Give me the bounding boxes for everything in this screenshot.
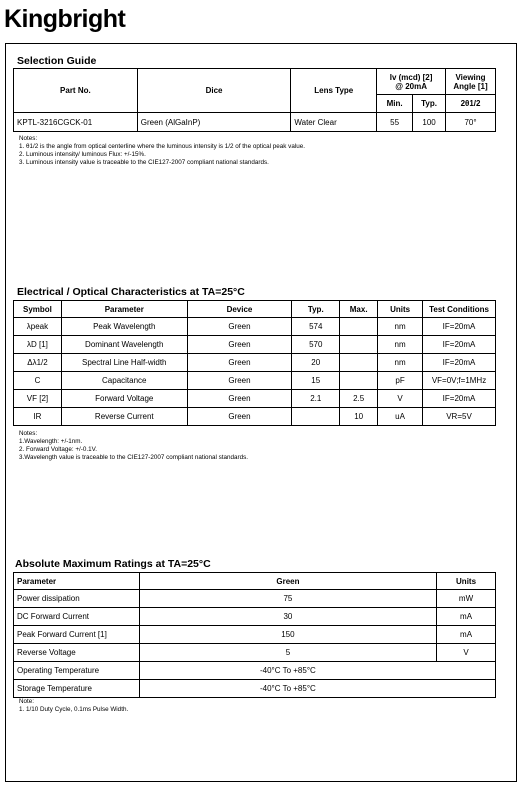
cell-parameter: Peak Wavelength bbox=[61, 318, 187, 336]
cell-parameter: Dominant Wavelength bbox=[61, 336, 187, 354]
cell-lens-type: Water Clear bbox=[291, 113, 377, 132]
header-part-no: Part No. bbox=[14, 69, 138, 113]
table-row bbox=[14, 372, 496, 390]
header-device: Device bbox=[187, 301, 292, 318]
cell-test-conditions: IF=20mA bbox=[423, 318, 496, 336]
table-row bbox=[14, 608, 496, 626]
header-iv bbox=[377, 69, 446, 95]
cell-max: 2.5 bbox=[340, 390, 378, 408]
table-row bbox=[14, 390, 496, 408]
note-line: 3. Luminous intensity value is traceable to the CIE127-2007 compliant national standards. bbox=[19, 159, 269, 166]
header-typ: Typ. bbox=[292, 301, 340, 318]
cell-typ: 2.1 bbox=[292, 390, 340, 408]
cell-device: Green bbox=[187, 318, 292, 336]
cell-units: nm bbox=[378, 336, 423, 354]
cell-typ: 20 bbox=[292, 354, 340, 372]
cell-value: 150 bbox=[139, 626, 436, 644]
note-line: 1.Wavelength: +/-1nm. bbox=[19, 438, 83, 445]
cell-min: 55 bbox=[377, 113, 413, 132]
cell-symbol: λD [1] bbox=[14, 336, 62, 354]
note-line: 1. 1/10 Duty Cycle, 0.1ms Pulse Width. bbox=[19, 706, 129, 713]
header-iv-line1: Iv (mcd) [2] bbox=[389, 72, 433, 82]
header-dice: Dice bbox=[137, 69, 291, 113]
cell-units: mA bbox=[437, 608, 496, 626]
header-min: Min. bbox=[377, 95, 413, 113]
header-viewing-angle bbox=[446, 69, 496, 95]
selection-guide-title: Selection Guide bbox=[17, 55, 97, 67]
note-line: Notes: bbox=[19, 135, 38, 142]
cell-symbol: λpeak bbox=[14, 318, 62, 336]
cell-symbol: IR bbox=[14, 408, 62, 426]
cell-max bbox=[340, 318, 378, 336]
header-iv-line2: @ 20mA bbox=[395, 81, 427, 91]
electrical-title: Electrical / Optical Characteristics at TA=25°C bbox=[17, 286, 245, 298]
header-typ: Typ. bbox=[413, 95, 446, 113]
brand-logo: Kingbright bbox=[4, 5, 126, 33]
cell-angle: 70° bbox=[446, 113, 496, 132]
cell-max bbox=[340, 336, 378, 354]
cell-test-conditions: IF=20mA bbox=[423, 336, 496, 354]
cell-device: Green bbox=[187, 336, 292, 354]
cell-typ bbox=[292, 408, 340, 426]
absolute-table bbox=[13, 572, 496, 698]
cell-max bbox=[340, 372, 378, 390]
cell-max bbox=[340, 354, 378, 372]
cell-test-conditions: IF=20mA bbox=[423, 390, 496, 408]
cell-value: -40°C To +85°C bbox=[139, 680, 495, 698]
cell-units: uA bbox=[378, 408, 423, 426]
cell-device: Green bbox=[187, 390, 292, 408]
table-row bbox=[14, 336, 496, 354]
cell-typ: 15 bbox=[292, 372, 340, 390]
cell-units: pF bbox=[378, 372, 423, 390]
cell-units: nm bbox=[378, 354, 423, 372]
note-line: Note: bbox=[19, 698, 35, 705]
table-row bbox=[14, 626, 496, 644]
cell-test-conditions: VF=0V;f=1MHz bbox=[423, 372, 496, 390]
header-max: Max. bbox=[340, 301, 378, 318]
table-row bbox=[14, 662, 496, 680]
cell-value: 5 bbox=[139, 644, 436, 662]
cell-device: Green bbox=[187, 408, 292, 426]
cell-symbol: Δλ1/2 bbox=[14, 354, 62, 372]
cell-parameter: Peak Forward Current [1] bbox=[14, 626, 140, 644]
header-units: Units bbox=[378, 301, 423, 318]
cell-value: 30 bbox=[139, 608, 436, 626]
cell-parameter: Reverse Current bbox=[61, 408, 187, 426]
cell-device: Green bbox=[187, 354, 292, 372]
table-row bbox=[14, 113, 496, 132]
absolute-title: Absolute Maximum Ratings at TA=25°C bbox=[15, 558, 211, 570]
absolute-notes bbox=[19, 698, 128, 714]
cell-typ: 100 bbox=[413, 113, 446, 132]
header-parameter: Parameter bbox=[61, 301, 187, 318]
cell-units: nm bbox=[378, 318, 423, 336]
header-green: Green bbox=[139, 573, 436, 590]
header-test-conditions: Test Conditions bbox=[423, 301, 496, 318]
note-line: 3.Wavelength value is traceable to the CIE127-2007 compliant national standards. bbox=[19, 454, 249, 461]
cell-test-conditions: VR=5V bbox=[423, 408, 496, 426]
cell-parameter: Reverse Voltage bbox=[14, 644, 140, 662]
note-line: 1. θ1/2 is the angle from optical centerline where the luminous intensity is 1/2 of the optical peak value. bbox=[19, 143, 305, 150]
cell-max: 10 bbox=[340, 408, 378, 426]
table-row bbox=[14, 644, 496, 662]
cell-units: mW bbox=[437, 590, 496, 608]
table-row bbox=[14, 318, 496, 336]
cell-parameter: Forward Voltage bbox=[61, 390, 187, 408]
selection-guide-table bbox=[13, 68, 496, 132]
cell-symbol: C bbox=[14, 372, 62, 390]
cell-part-no: KPTL-3216CGCK-01 bbox=[14, 113, 138, 132]
header-viewing-line2: Angle [1] bbox=[453, 81, 488, 91]
cell-symbol: VF [2] bbox=[14, 390, 62, 408]
header-viewing-line1: Viewing bbox=[455, 72, 486, 82]
table-row bbox=[14, 680, 496, 698]
cell-test-conditions: IF=20mA bbox=[423, 354, 496, 372]
note-line: 2. Luminous intensity/ luminous Flux: +/-15%. bbox=[19, 151, 146, 158]
cell-parameter: DC Forward Current bbox=[14, 608, 140, 626]
cell-parameter: Spectral Line Half-width bbox=[61, 354, 187, 372]
cell-dice: Green (AlGaInP) bbox=[137, 113, 291, 132]
electrical-notes bbox=[19, 430, 248, 462]
note-line: Notes: bbox=[19, 430, 38, 437]
note-line: 2. Forward Voltage: +/-0.1V. bbox=[19, 446, 98, 453]
cell-parameter: Storage Temperature bbox=[14, 680, 140, 698]
header-theta: 2θ1/2 bbox=[446, 95, 496, 113]
header-parameter: Parameter bbox=[14, 573, 140, 590]
cell-parameter: Capacitance bbox=[61, 372, 187, 390]
header-symbol: Symbol bbox=[14, 301, 62, 318]
table-row bbox=[14, 354, 496, 372]
header-units: Units bbox=[437, 573, 496, 590]
selection-guide-notes bbox=[19, 135, 305, 167]
cell-parameter: Power dissipation bbox=[14, 590, 140, 608]
cell-typ: 570 bbox=[292, 336, 340, 354]
cell-units: mA bbox=[437, 626, 496, 644]
table-row bbox=[14, 408, 496, 426]
cell-device: Green bbox=[187, 372, 292, 390]
cell-value: -40°C To +85°C bbox=[139, 662, 495, 680]
electrical-table bbox=[13, 300, 496, 426]
cell-parameter: Operating Temperature bbox=[14, 662, 140, 680]
table-row bbox=[14, 590, 496, 608]
cell-typ: 574 bbox=[292, 318, 340, 336]
header-lens-type: Lens Type bbox=[291, 69, 377, 113]
cell-units: V bbox=[437, 644, 496, 662]
cell-units: V bbox=[378, 390, 423, 408]
cell-value: 75 bbox=[139, 590, 436, 608]
